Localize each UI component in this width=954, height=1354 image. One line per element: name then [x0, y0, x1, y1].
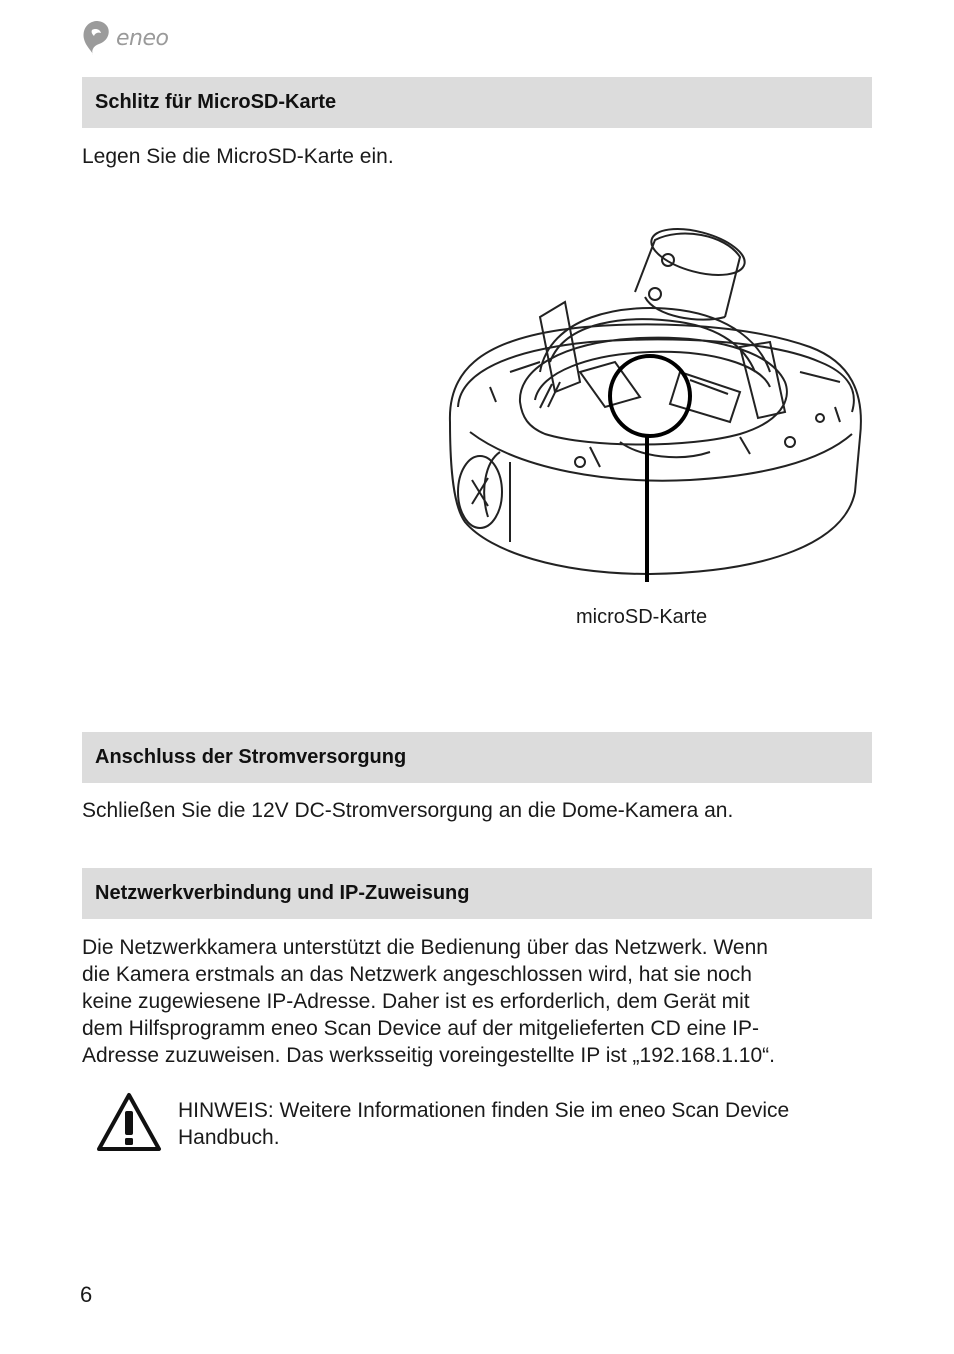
- eneo-logo: [80, 18, 168, 58]
- logo-text: eneo: [116, 25, 169, 51]
- section-body-power: Schließen Sie die 12V DC-Stromversorgung an die Dome-Kamera an.: [82, 799, 734, 822]
- figure-caption: microSD-Karte: [576, 606, 708, 628]
- note-line: Handbuch.: [178, 1126, 280, 1149]
- eneo-logo-icon: [80, 18, 114, 58]
- dome-camera-illustration: [440, 222, 870, 587]
- section-heading-power: Anschluss der Stromversorgung: [82, 732, 872, 783]
- body-line: Die Netzwerkkamera unterstützt die Bedienung über das Netzwerk. Wenn: [82, 936, 768, 959]
- body-line: dem Hilfsprogramm eneo Scan Device auf der mitgelieferten CD eine IP-: [82, 1017, 759, 1040]
- note-text: [178, 1097, 868, 1151]
- page-number: 6: [80, 1282, 93, 1307]
- section-body-network: [82, 934, 775, 1069]
- body-line: keine zugewiesene IP-Adresse. Daher ist es erforderlich, dem Gerät mit: [82, 990, 750, 1013]
- section-heading-microsd: Schlitz für MicroSD-Karte: [82, 77, 872, 128]
- warning-icon: [96, 1092, 162, 1157]
- body-line: die Kamera erstmals an das Netzwerk angeschlossen wird, hat sie noch: [82, 963, 752, 986]
- body-line: Adresse zuzuweisen. Das werksseitig voreingestellte IP ist „192.168.1.10“.: [82, 1044, 775, 1067]
- section-heading-network: Netzwerkverbindung und IP-Zuweisung: [82, 868, 872, 919]
- dome-camera-drawing: [440, 222, 870, 582]
- section-body-microsd: Legen Sie die MicroSD-Karte ein.: [82, 145, 394, 168]
- note-line: HINWEIS: Weitere Informationen finden Sie im eneo Scan Device: [178, 1099, 790, 1122]
